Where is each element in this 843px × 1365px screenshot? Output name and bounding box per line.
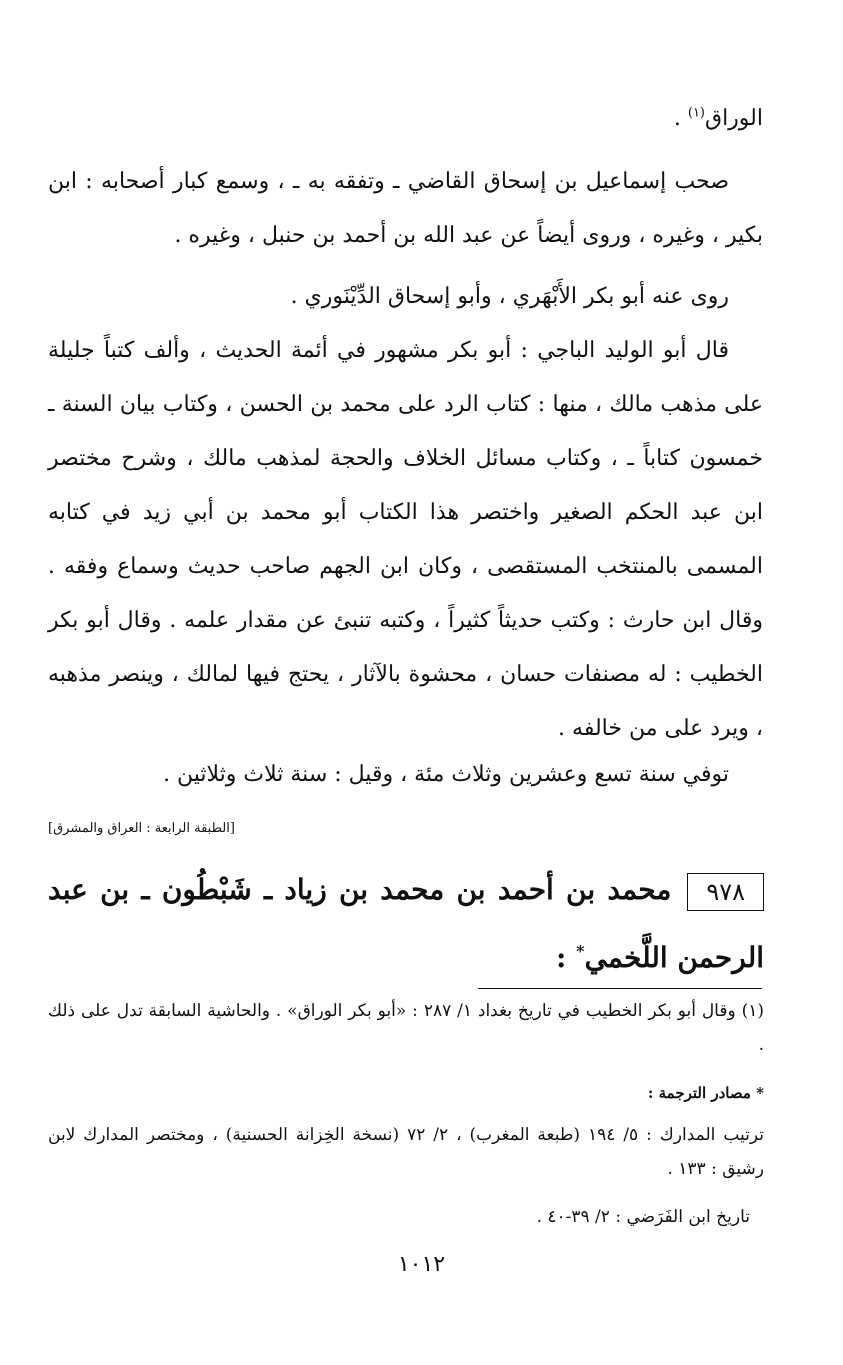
entry-number-box: ٩٧٨ <box>687 873 764 911</box>
paragraph-text: الوراق <box>705 106 763 131</box>
source-text: تاريخ ابن الفَرَضي : ٢/ ٣٩-٤٠ . <box>536 1207 750 1227</box>
page-number: ١٠١٢ <box>397 1252 446 1277</box>
sources-heading: * مصادر الترجمة : <box>647 1084 764 1102</box>
footnote-1: (١) وقال أبو بكر الخطيب في تاريخ بغداد ١/ ٢٨٧ : «أبو بكر الوراق» . والحاشية السابقة تدل على ذلك . <box>48 1001 764 1055</box>
source-ibn-faradi <box>48 1200 764 1234</box>
paragraph-students <box>48 270 763 324</box>
sources-marker: * <box>576 941 585 961</box>
entry-heading <box>48 856 764 992</box>
entry-title: محمد بن أحمد بن محمد بن زياد ـ شَبْطُون ـ بن عبد الرحمن اللَّخمي <box>48 873 764 974</box>
paragraph-death <box>48 748 763 802</box>
paragraph-works <box>48 324 763 756</box>
paragraph-end: . <box>673 106 681 131</box>
paragraph-teachers <box>48 155 763 263</box>
footnote-reference: (١) <box>687 105 705 121</box>
paragraph-continuation <box>48 92 763 146</box>
source-madarik: ترتيب المدارك : ٥/ ١٩٤ (طبعة المغرب) ، ٢/ ٧٢ (نسخة الخِزانة الحسنية) ، ومختصر المدارك لابن رشيق : ١٣٣ . <box>48 1125 764 1179</box>
section-tier-label: [الطبقة الرابعة : العراق والمشرق] <box>48 821 235 836</box>
paragraph-text: صحب إسماعيل بن إسحاق القاضي ـ وتفقه به ـ ، وسمع كبار أصحابه : ابن بكير ، وغيره ، وروى أيضاً عن عبد الله بن أحمد بن حنبل ، وغيره . <box>48 169 763 248</box>
entry-title-colon: : <box>556 941 567 974</box>
paragraph-text: قال أبو الوليد الباجي : أبو بكر مشهور في أئمة الحديث ، وألف كتباً جليلة على مذهب مالك ، منها : كتاب الرد على محمد بن الحسن ، وكتاب بيان السنة ـ خمسون كتاباً ـ ، وكتاب مسائل الخلاف والحجة لمذهب مالك ، وشرح مختصر ابن عبد الحكم الصغير واختصر هذا الكتاب أبو محمد بن أبي زيد في كتابه المسمى بالمنتخب المستقصى ، وكان ابن الجهم صاحب حديث وسماع وفقه . وقال ابن حارث : وكتب حديثاً كثيراً ، وكتبه تنبئ عن مقدار علمه . وقال أبو بكر الخطيب : له مصنفات حسان ، محشوة بالآثار ، يحتج فيها لمالك ، وينصر مذهبه ، ويرد على من خالفه . <box>48 338 763 741</box>
paragraph-text: توفي سنة تسع وعشرين وثلاث مئة ، وقيل : سنة ثلاث وثلاثين . <box>163 762 729 787</box>
footnote-divider <box>478 988 762 989</box>
paragraph-text: روى عنه أبو بكر الأَبْهَري ، وأبو إسحاق الدِّيْنَوري . <box>290 284 729 309</box>
